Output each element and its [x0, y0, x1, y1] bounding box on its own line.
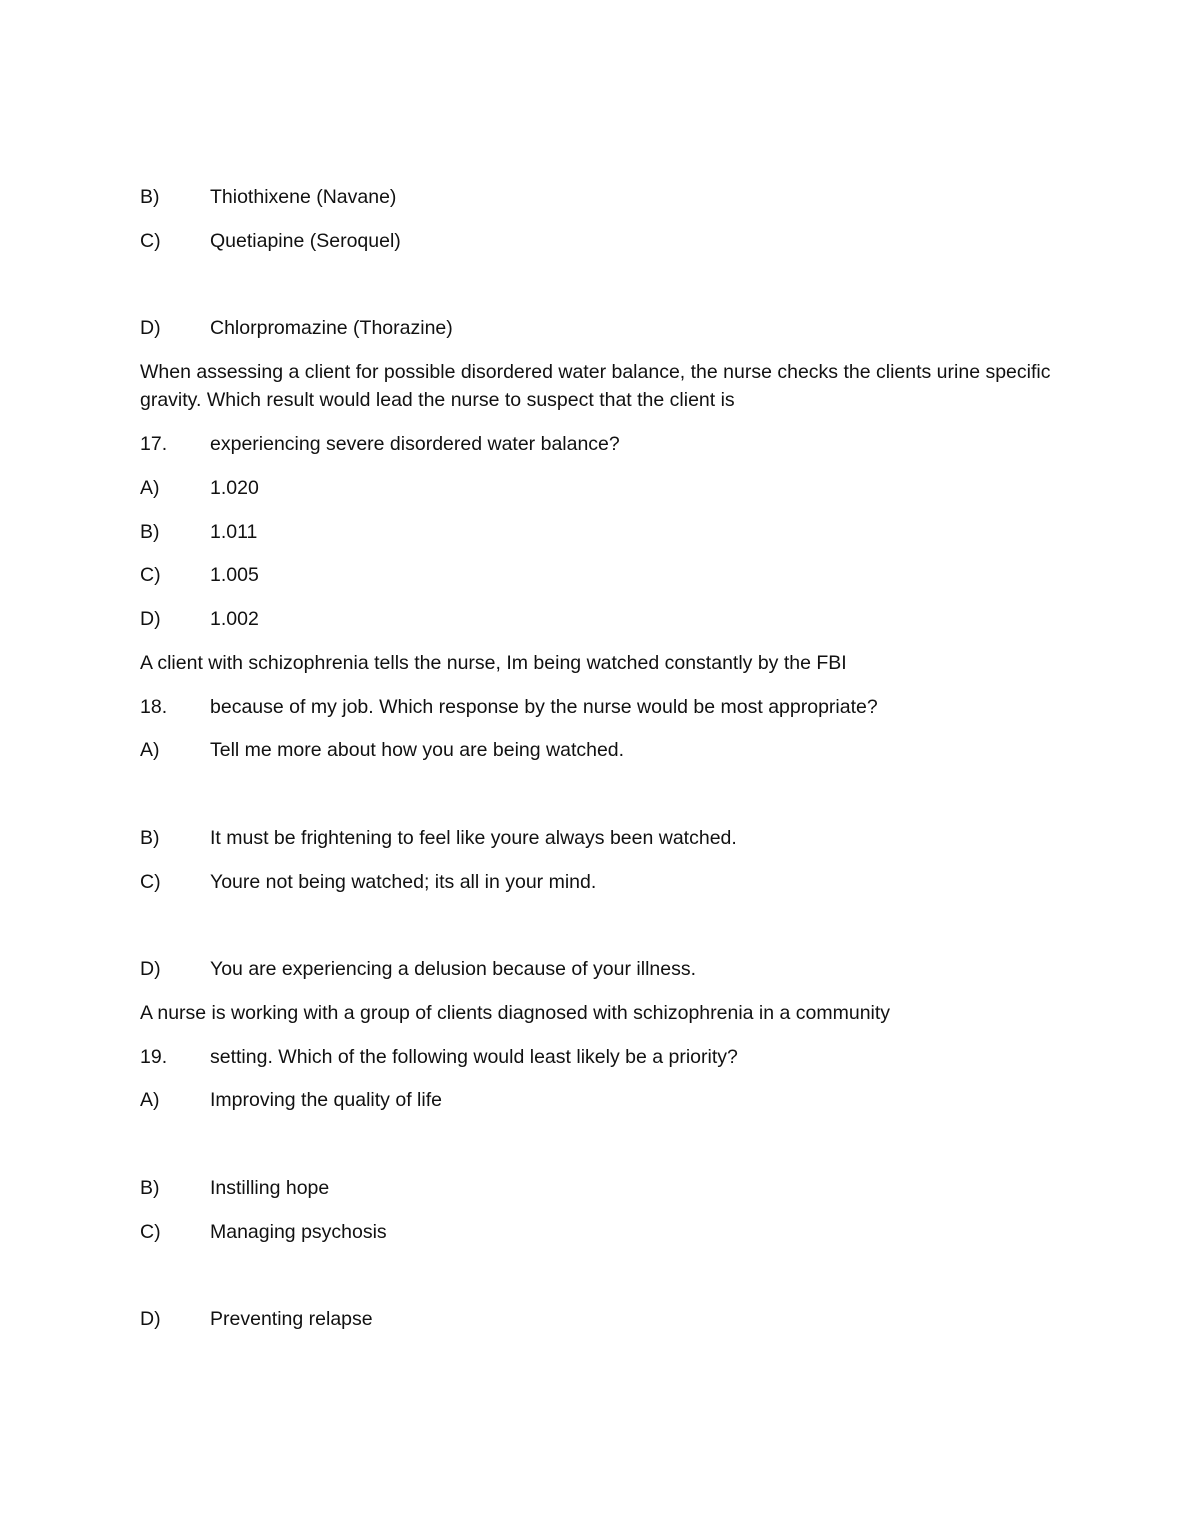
option-text: Managing psychosis [210, 1221, 387, 1243]
option-label: D) [140, 317, 161, 339]
option-label: B) [140, 1177, 160, 1199]
option-text: Preventing relapse [210, 1308, 373, 1330]
option-text: It must be frightening to feel like youre always been watched. [210, 827, 737, 849]
option-d-q19 [140, 1305, 1060, 1333]
option-c-q16 [140, 227, 1060, 255]
option-label: D) [140, 958, 161, 980]
option-d-q16 [140, 314, 1060, 342]
option-text: Chlorpromazine (Thorazine) [210, 317, 453, 339]
option-text: 1.020 [210, 477, 259, 499]
option-b-q17 [140, 518, 1060, 546]
question-18-number-line [140, 693, 1060, 721]
option-text: Youre not being watched; its all in your mind. [210, 871, 597, 893]
option-label: C) [140, 871, 161, 893]
question-number: 19. [140, 1046, 168, 1068]
question-text: setting. Which of the following would least likely be a priority? [210, 1046, 738, 1068]
option-text: Thiothixene (Navane) [210, 186, 397, 208]
option-d-q18 [140, 955, 1060, 983]
option-label: B) [140, 827, 160, 849]
option-c-q17 [140, 561, 1060, 589]
question-text: because of my job. Which response by the nurse would be most appropriate? [210, 696, 878, 718]
question-text: experiencing severe disordered water balance? [210, 433, 620, 455]
option-text: 1.011 [210, 521, 258, 543]
option-a-q17 [140, 474, 1060, 502]
option-text: 1.002 [210, 608, 259, 630]
option-label: B) [140, 521, 160, 543]
question-17-stem: When assessing a client for possible disordered water balance, the nurse checks the clients urine specific gravity. Which result would lead the nurse to suspect that the client is [140, 361, 1051, 411]
option-text: Instilling hope [210, 1177, 330, 1199]
option-c-q18 [140, 868, 1060, 896]
option-label: B) [140, 186, 160, 208]
question-18-stem: A client with schizophrenia tells the nurse, Im being watched constantly by the FBI [140, 652, 847, 674]
option-label: A) [140, 477, 160, 499]
option-text: Quetiapine (Seroquel) [210, 230, 401, 252]
option-b-q16 [140, 183, 1060, 211]
option-text: Tell me more about how you are being watched. [210, 739, 625, 761]
option-label: C) [140, 564, 161, 586]
option-label: A) [140, 1089, 160, 1111]
option-label: C) [140, 230, 161, 252]
option-a-q19 [140, 1086, 1060, 1114]
option-label: A) [140, 739, 160, 761]
option-text: You are experiencing a delusion because of your illness. [210, 958, 697, 980]
option-label: C) [140, 1221, 161, 1243]
question-number: 17. [140, 433, 168, 455]
question-19-stem: A nurse is working with a group of clients diagnosed with schizophrenia in a community [140, 1002, 891, 1024]
option-label: D) [140, 608, 161, 630]
option-b-q18 [140, 824, 1060, 852]
option-text: 1.005 [210, 564, 259, 586]
option-b-q19 [140, 1174, 1060, 1202]
option-a-q18 [140, 736, 1060, 764]
question-17-number-line [140, 430, 1060, 458]
option-label: D) [140, 1308, 161, 1330]
question-19-number-line [140, 1043, 1060, 1071]
question-number: 18. [140, 696, 168, 718]
option-c-q19 [140, 1218, 1060, 1246]
option-text: Improving the quality of life [210, 1089, 442, 1111]
option-d-q17 [140, 605, 1060, 633]
